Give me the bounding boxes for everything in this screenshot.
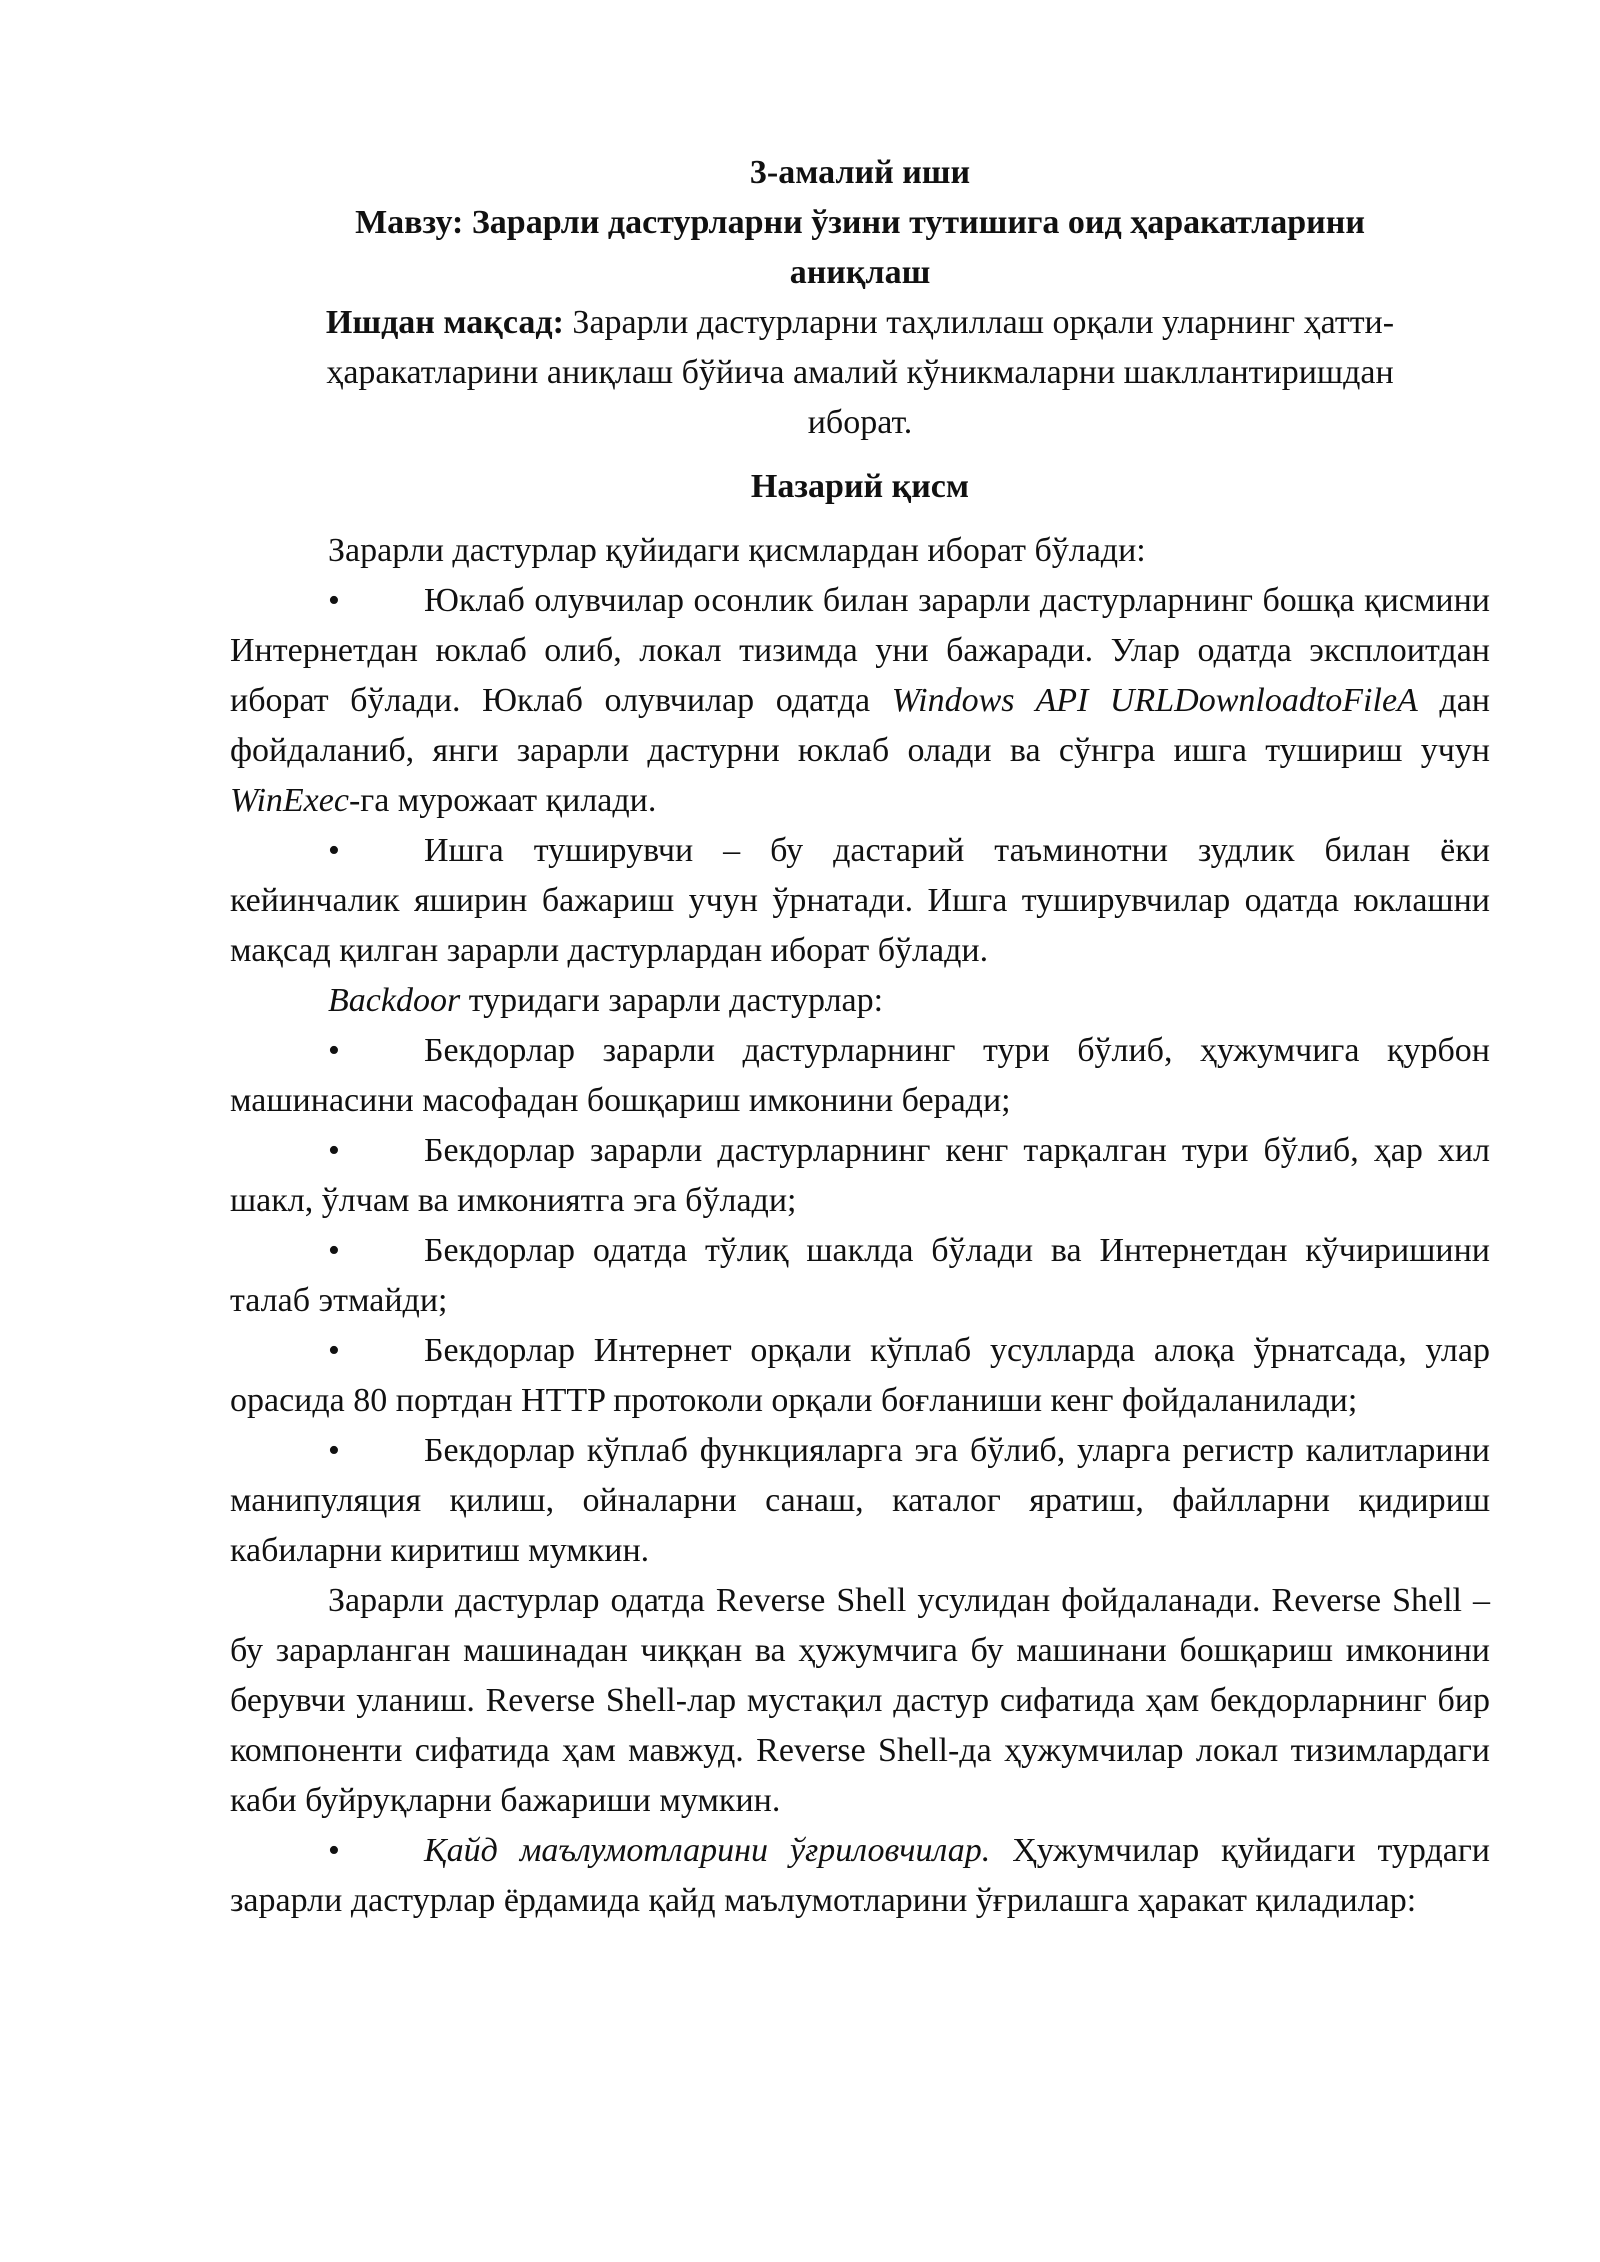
intro-paragraph: Зарарли дастурлар қуйидаги қисмлардан иборат бўлади: (328, 532, 1146, 569)
goal-paragraph (230, 298, 1490, 448)
bullet-backdoor-4: • Бекдорлар Интернет орқали кўплаб усулларда алоқа ўрнатсада, улар орасида 80 портдан HTTP протоколи орқали боғланиши кенг фойдаланилади; (230, 1326, 1490, 1426)
section-title: Назарий қисм (750, 468, 970, 505)
reverse-shell-paragraph: Зарарли дастурлар одатда Reverse Shell усулидан фойдаланади. Reverse Shell – бу зарарланган машинадан чиққан ва ҳужумчига бу машинани бошқариш имконини берувчи уланиш. Reverse Shell-лар мустақил дастур сифатида ҳам бекдорларнинг бир компоненти сифатида ҳам мавжуд. Reverse Shell-да ҳужумчилар локал тизимлардаги каби буйруқларни бажариши мумкин. (230, 1582, 1490, 1819)
bullet-credential-stealers: • Қайд маълумотларини ўғриловчилар. Ҳужумчилар қуйидаги турдаги зарарли дастурлар ёрдамида қайд маълумотларини ўғрилашга ҳаракат қиладилар: (230, 1826, 1490, 1926)
page-title: 3-амалий иши (749, 154, 971, 191)
bullet-downloaders: • Юклаб олувчилар осонлик билан зарарли дастурларнинг бошқа қисмини Интернетдан юклаб олиб, локал тизимда уни бажаради. Улар одатда эксплоитдан иборат бўлади. Юклаб олувчилар одатда Windows API URLDownloadtoFileA дан фойдаланиб, янги зарарли дастурни юклаб олади ва сўнгра ишга тушириш учун WinExec-га мурожаат қилади. (230, 576, 1490, 826)
bullet-backdoor-3: • Бекдорлар одатда тўлиқ шаклда бўлади ва Интернетдан кўчиришини талаб этмайди; (230, 1226, 1490, 1326)
bullet-backdoor-5: • Бекдорлар кўплаб функцияларга эга бўлиб, уларга регистр калитларини манипуляция қилиш, ойналарни санаш, каталог яратиш, файлларни қидириш кабиларни киритиш мумкин. (230, 1426, 1490, 1576)
bullet-backdoor-1: • Бекдорлар зарарли дастурларнинг тури бўлиб, ҳужумчига қурбон машинасини масофадан бошқариш имконини беради; (230, 1026, 1490, 1126)
bullet-marker: • (328, 1432, 340, 1469)
goal-text: Зарарли дастурларни таҳлиллаш орқали уларнинг ҳатти-ҳаракатларини аниқлаш бўйича амалий кўникмаларни шакллантиришдан иборат. (326, 304, 1395, 441)
bullet-backdoor-2: • Бекдорлар зарарли дастурларнинг кенг тарқалган тури бўлиб, ҳар хил шакл, ўлчам ва имкониятга эга бўлади; (230, 1126, 1490, 1226)
bullet-marker: • (328, 1132, 340, 1169)
document-page (230, 148, 1490, 1926)
goal-label: Ишдан мақсад: (325, 304, 564, 341)
backdoor-heading: Backdoor туридаги зарарли дастурлар: (328, 982, 884, 1019)
bullet-marker: • (328, 1032, 340, 1069)
bullet-marker: • (328, 1332, 340, 1369)
bullet-marker: • (328, 582, 340, 619)
bullet-launchers: • Ишга туширувчи – бу дастарий таъминотни зудлик билан ёки кейинчалик яширин бажариш учун ўрнатади. Ишга туширувчилар одатда юклашни мақсад қилган зарарли дастурлардан иборат бўлади. (230, 826, 1490, 976)
bullet-marker: • (328, 832, 340, 869)
bullet-marker: • (328, 1232, 340, 1269)
bullet-marker: • (328, 1832, 340, 1869)
topic-heading: Мавзу: Зарарли дастурларни ўзини тутишига оид ҳаракатларини аниқлаш (355, 204, 1365, 291)
